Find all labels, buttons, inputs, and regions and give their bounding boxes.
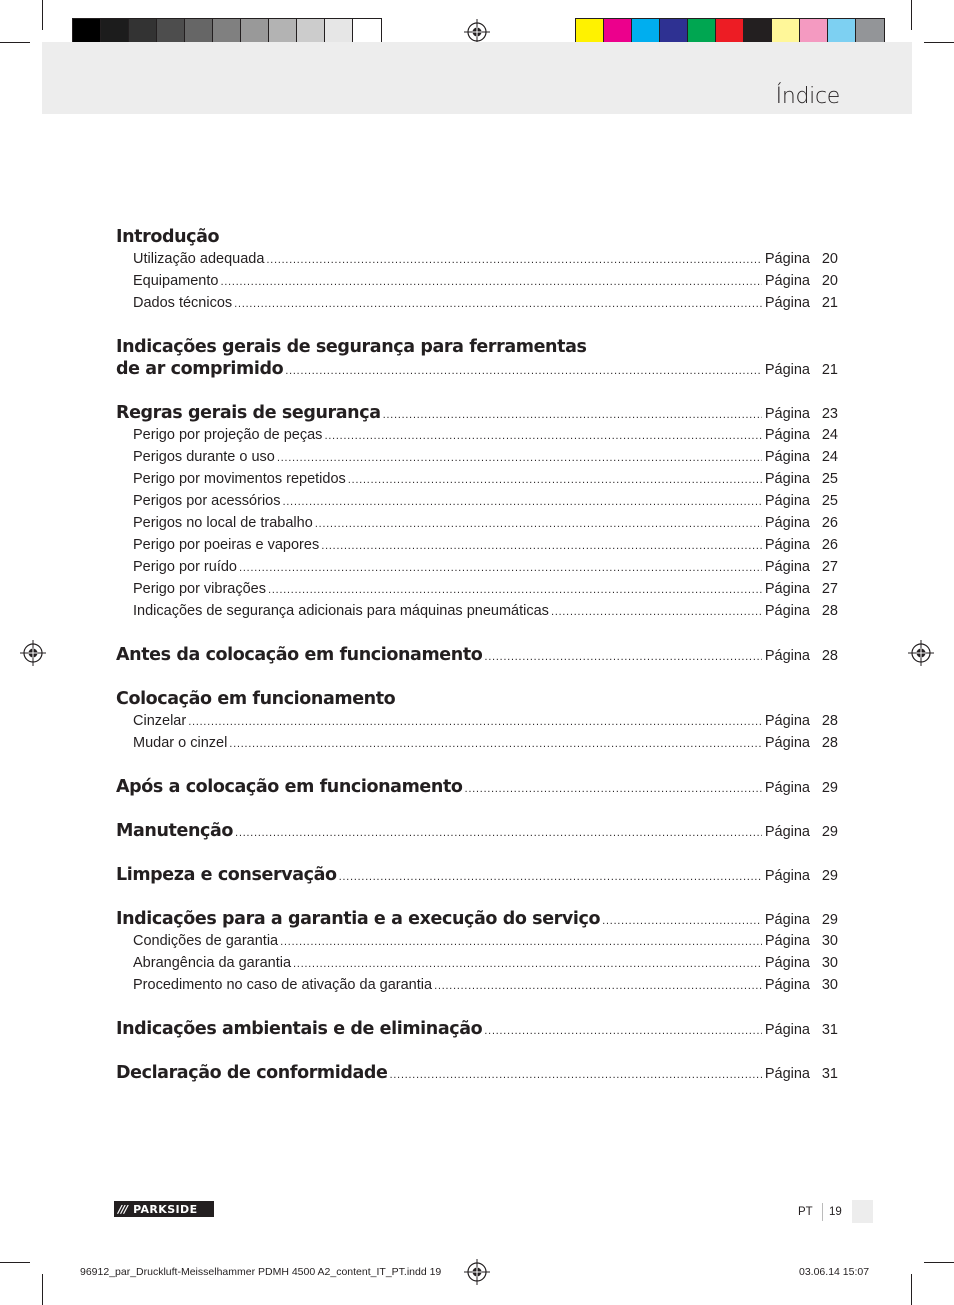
section-heading: Manutenção: [116, 821, 234, 841]
page-ref: 28: [821, 648, 838, 664]
page-ref: 26: [821, 515, 838, 531]
page-label: Página: [764, 648, 810, 664]
dot-leader: [484, 1021, 762, 1043]
entry-label: Condições de garantia: [133, 933, 279, 949]
logo-text: PARKSIDE: [133, 1202, 198, 1216]
page-ref: 29: [821, 824, 838, 840]
toc-entry: [116, 556, 838, 578]
toc-entry: [116, 974, 838, 996]
crop-mark: [924, 1262, 954, 1263]
page-ref: 29: [821, 868, 838, 884]
toc-section: [116, 776, 838, 798]
section-heading-line: [116, 226, 838, 248]
page-ref: 21: [821, 295, 838, 311]
section-spacer: [116, 842, 838, 864]
section-heading-line: [116, 1018, 838, 1040]
entry-label: Perigo por ruído: [133, 559, 237, 575]
page-ref: 25: [821, 493, 838, 509]
dot-leader: [229, 734, 762, 756]
dot-leader: [220, 272, 761, 294]
page-label: Página: [764, 515, 810, 531]
crop-mark: [0, 42, 30, 43]
dot-leader: [285, 361, 762, 383]
page-ref: 29: [821, 912, 838, 928]
page-ref: 26: [821, 537, 838, 553]
page-label: Página: [764, 1066, 810, 1082]
page-label: Página: [764, 427, 810, 443]
dot-leader: [465, 779, 762, 801]
dot-leader: [280, 932, 762, 954]
entry-label: Perigos por acessórios: [133, 493, 281, 509]
toc-entry: [116, 578, 838, 600]
page-ref: 30: [821, 933, 838, 949]
dot-leader: [321, 536, 762, 558]
entry-label: Abrangência da garantia: [133, 955, 292, 971]
dot-leader: [266, 250, 761, 272]
dot-leader: [239, 558, 762, 580]
entry-label: Perigo por movimentos repetidos: [133, 471, 346, 487]
page-ref: 30: [821, 977, 838, 993]
entry-label: Procedimento no caso de ativação da garantia: [133, 977, 433, 993]
toc-entry: [116, 512, 838, 534]
page-label: Página: [764, 912, 810, 928]
page-label: Página: [764, 471, 810, 487]
toc-section: [116, 336, 838, 380]
toc-entry: [116, 248, 838, 270]
section-heading-line: [116, 688, 838, 710]
page-ref: 24: [821, 449, 838, 465]
toc-entry: [116, 710, 838, 732]
page-number: 19: [829, 1205, 842, 1218]
section-heading: Colocação em funcionamento: [116, 689, 396, 709]
crop-mark: [42, 1274, 43, 1305]
print-slug-filename: 96912_par_Druckluft-Meisselhammer PDMH 4500 A2_content_IT_PT.indd 19: [80, 1266, 442, 1278]
page-label: Página: [764, 1022, 810, 1038]
section-heading-line: [116, 864, 838, 886]
toc-entry: [116, 534, 838, 556]
page-ref: 27: [821, 559, 838, 575]
table-of-contents: [116, 226, 838, 1084]
page-label: Página: [764, 362, 810, 378]
registration-mark-icon: [908, 640, 934, 666]
dot-leader: [283, 492, 762, 514]
dot-leader: [268, 580, 762, 602]
crop-mark: [0, 1262, 30, 1263]
page-label: Página: [764, 955, 810, 971]
page-ref: 20: [821, 273, 838, 289]
toc-section: [116, 864, 838, 886]
entry-label: Perigo por poeiras e vapores: [133, 537, 320, 553]
toc-section: [116, 226, 838, 314]
registration-mark-icon: [20, 640, 46, 666]
entry-label: Dados técnicos: [133, 295, 233, 311]
section-spacer: [116, 886, 838, 908]
toc-entry: [116, 468, 838, 490]
dot-leader: [324, 426, 761, 448]
page-label: Página: [764, 977, 810, 993]
entry-label: Indicações de segurança adicionais para máquinas pneumáticas: [133, 603, 549, 619]
page-label: Página: [764, 581, 810, 597]
section-heading: Indicações ambientais e de eliminação: [116, 1019, 483, 1039]
page-label: Página: [764, 493, 810, 509]
dot-leader: [315, 514, 762, 536]
page-ref: 28: [821, 735, 838, 751]
toc-section: [116, 644, 838, 666]
entry-label: Mudar o cinzel: [133, 735, 228, 751]
toc-entry: [116, 446, 838, 468]
print-slug-date: 03.06.14 15:07: [799, 1266, 870, 1278]
dot-leader: [434, 976, 762, 998]
page-ref: 31: [821, 1066, 838, 1082]
entry-label: Perigos durante o uso: [133, 449, 275, 465]
toc-entry: [116, 292, 838, 314]
section-heading: Regras gerais de segurança: [116, 403, 381, 423]
page-footer: [798, 1200, 854, 1223]
page-ref: 29: [821, 780, 838, 796]
section-spacer: [116, 996, 838, 1018]
toc-entry: [116, 732, 838, 754]
page-label: Página: [764, 713, 810, 729]
toc-entry: [116, 930, 838, 952]
section-heading-line: [116, 358, 838, 380]
section-heading: Indicações gerais de segurança para ferramentas: [116, 337, 587, 357]
page-label: Página: [764, 559, 810, 575]
entry-label: Perigos no local de trabalho: [133, 515, 313, 531]
page-label: Página: [764, 295, 810, 311]
section-heading-line: [116, 776, 838, 798]
dot-leader: [234, 294, 762, 316]
dot-leader: [484, 647, 761, 669]
dot-leader: [551, 602, 762, 624]
dot-leader: [348, 470, 762, 492]
dot-leader: [188, 712, 762, 734]
section-spacer: [116, 798, 838, 820]
toc-section: [116, 820, 838, 842]
page-ref: 27: [821, 581, 838, 597]
entry-label: Utilização adequada: [133, 251, 265, 267]
section-heading: Declaração de conformidade: [116, 1063, 388, 1083]
dot-leader: [383, 405, 762, 427]
page-number-tab: [852, 1200, 873, 1223]
parkside-logo: [114, 1201, 214, 1217]
page-label: Página: [764, 933, 810, 949]
page-label: Página: [764, 735, 810, 751]
page-ref: 21: [821, 362, 838, 378]
page-ref: 31: [821, 1022, 838, 1038]
section-heading-line: [116, 1062, 838, 1084]
toc-entry: [116, 270, 838, 292]
entry-label: Perigo por vibrações: [133, 581, 266, 597]
section-spacer: [116, 622, 838, 644]
section-spacer: [116, 314, 838, 336]
page-title: Índice: [775, 84, 840, 109]
section-heading: Indicações para a garantia e a execução do serviço: [116, 909, 601, 929]
page-label: Página: [764, 603, 810, 619]
crop-mark: [924, 42, 954, 43]
page-label: Página: [764, 273, 810, 289]
toc-entry: [116, 600, 838, 622]
page-label: Página: [764, 406, 810, 422]
entry-label: Cinzelar: [133, 713, 187, 729]
section-spacer: [116, 666, 838, 688]
page-label: Página: [764, 251, 810, 267]
toc-section: [116, 688, 838, 754]
dot-leader: [293, 954, 762, 976]
toc-section: [116, 402, 838, 622]
section-heading: Após a colocação em funcionamento: [116, 777, 463, 797]
page-label: Página: [764, 868, 810, 884]
dot-leader: [277, 448, 762, 470]
section-heading-line: [116, 402, 838, 424]
toc-entry: [116, 424, 838, 446]
dot-leader: [339, 867, 762, 889]
section-spacer: [116, 754, 838, 776]
toc-section: [116, 1018, 838, 1040]
page-label: Página: [764, 537, 810, 553]
registration-mark-icon: [464, 1259, 490, 1285]
toc-section: [116, 908, 838, 996]
page-label: Página: [764, 780, 810, 796]
section-heading-line: [116, 908, 838, 930]
toc-entry: [116, 490, 838, 512]
logo-slashes-icon: ///: [118, 1202, 128, 1216]
crop-mark: [911, 1274, 912, 1305]
dot-leader: [390, 1065, 762, 1087]
section-heading-line: [116, 820, 838, 842]
crop-mark: [911, 0, 912, 30]
footer-divider: [822, 1203, 823, 1221]
page-ref: 24: [821, 427, 838, 443]
page-ref: 25: [821, 471, 838, 487]
page-ref: 23: [821, 406, 838, 422]
dot-leader: [602, 911, 762, 933]
section-heading: Antes da colocação em funcionamento: [116, 645, 483, 665]
entry-label: Equipamento: [133, 273, 219, 289]
page-ref: 30: [821, 955, 838, 971]
page-label: Página: [764, 449, 810, 465]
section-heading: de ar comprimido: [116, 359, 284, 379]
page-ref: 28: [821, 603, 838, 619]
section-heading: Limpeza e conservação: [116, 865, 337, 885]
section-heading: Introdução: [116, 227, 220, 247]
section-spacer: [116, 1040, 838, 1062]
entry-label: Perigo por projeção de peças: [133, 427, 323, 443]
section-heading-line: [116, 336, 838, 358]
crop-mark: [42, 0, 43, 30]
section-spacer: [116, 380, 838, 402]
dot-leader: [235, 823, 762, 845]
language-code: PT: [798, 1205, 813, 1218]
page-ref: 20: [821, 251, 838, 267]
section-heading-line: [116, 644, 838, 666]
page-label: Página: [764, 824, 810, 840]
toc-entry: [116, 952, 838, 974]
page-ref: 28: [821, 713, 838, 729]
toc-section: [116, 1062, 838, 1084]
